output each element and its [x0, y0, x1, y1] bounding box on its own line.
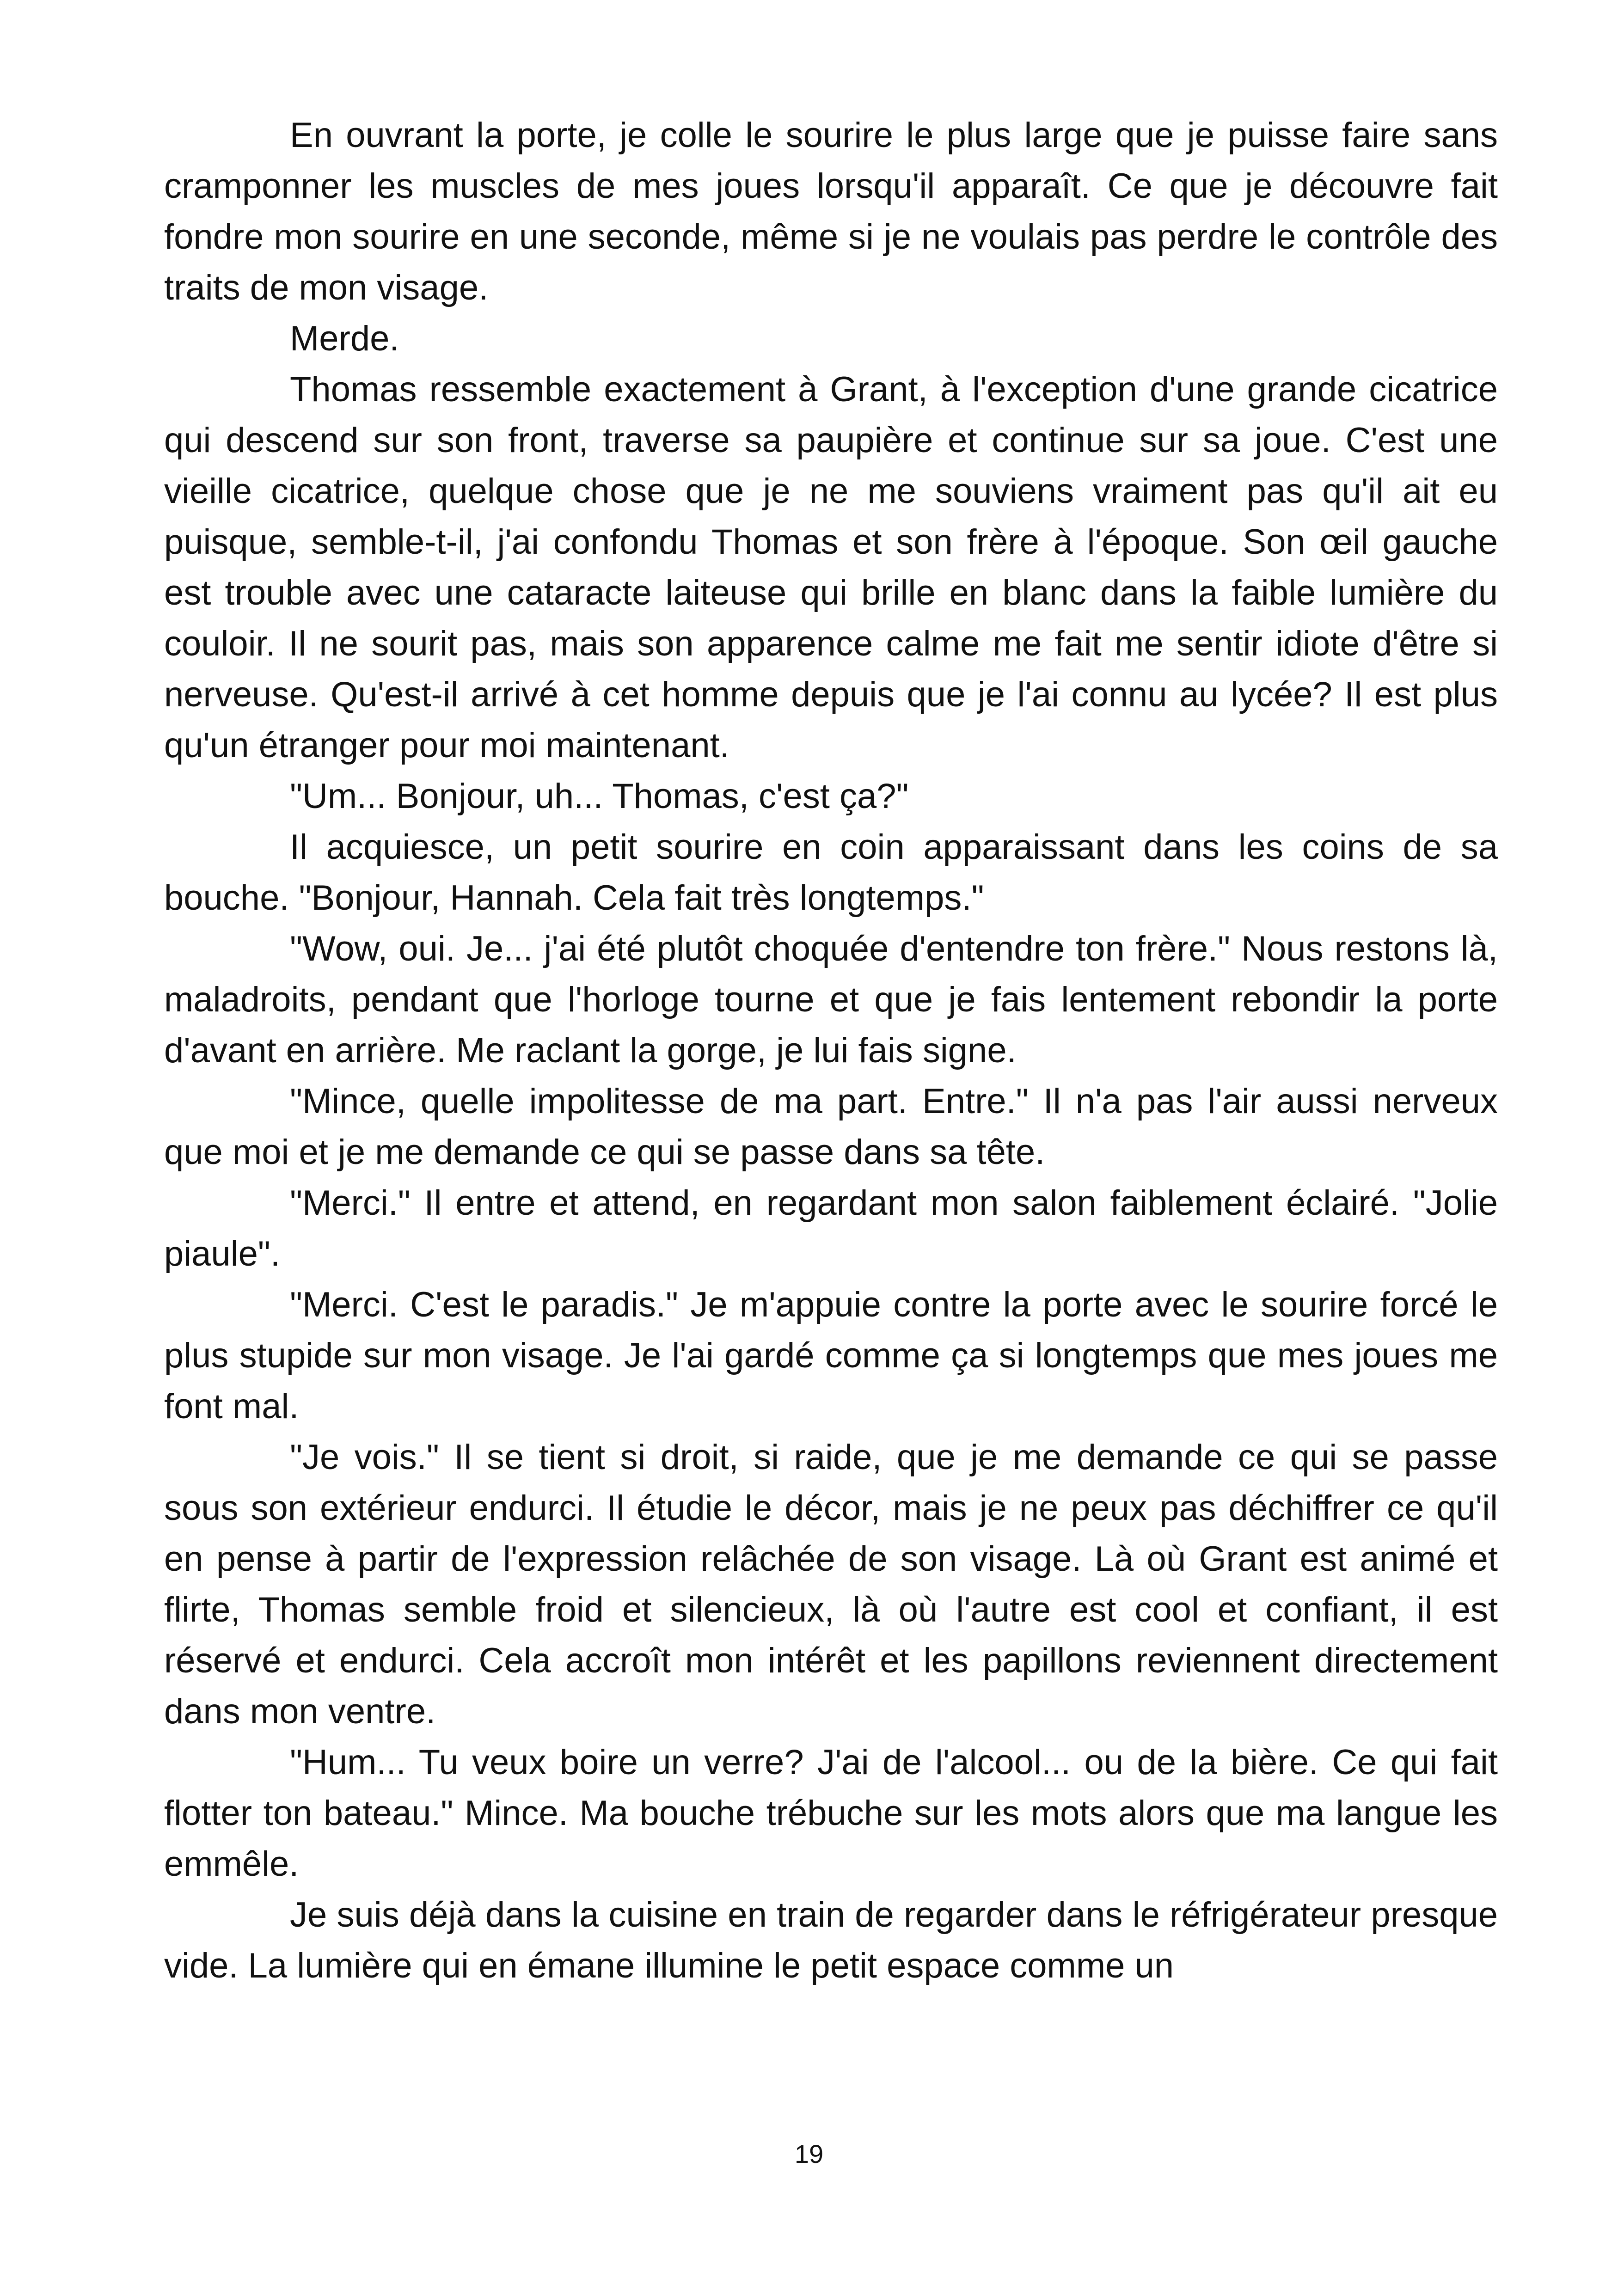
page-number: 19: [794, 2139, 824, 2168]
paragraph: Il acquiesce, un petit sourire en coin apparaissant dans les coins de sa bouche. "Bonjour, Hannah. Cela fait très longtemps.": [164, 827, 1498, 918]
paragraph: "Merci. C'est le paradis." Je m'appuie contre la porte avec le sourire forcé le plus stupide sur mon visage. Je l'ai gardé comme ça si longtemps que mes joues me font mal.: [164, 1285, 1498, 1426]
paragraph: "Merci." Il entre et attend, en regardant mon salon faiblement éclairé. "Jolie piaule".: [164, 1183, 1498, 1274]
paragraph: "Hum... Tu veux boire un verre? J'ai de l'alcool... ou de la bière. Ce qui fait flotter ton bateau." Mince. Ma bouche trébuche sur les mots alors que ma langue les emmêle.: [164, 1743, 1498, 1884]
paragraph: Merde.: [290, 319, 399, 358]
paragraph: "Um... Bonjour, uh... Thomas, c'est ça?": [290, 777, 909, 816]
paragraph: "Je vois." Il se tient si droit, si raide, que je me demande ce qui se passe sous son extérieur endurci. Il étudie le décor, mais je ne peux pas déchiffrer ce qu'il en pense à partir de l'expression relâchée de son visage. Là où Grant est animé et flirte, Thomas semble froid et silencieux, là où l'autre est cool et confiant, il est réservé et endurci. Cela accroît mon intérêt et les papillons reviennent directement dans mon ventre.: [164, 1438, 1498, 1731]
paragraph: "Wow, oui. Je... j'ai été plutôt choquée d'entendre ton frère." Nous restons là, maladroits, pendant que l'horloge tourne et que je fais lentement rebondir la porte d'avant en arrière. Me raclant la gorge, je lui fais signe.: [164, 929, 1498, 1070]
paragraph: "Mince, quelle impolitesse de ma part. Entre." Il n'a pas l'air aussi nerveux que moi et je me demande ce qui se passe dans sa tête.: [164, 1082, 1498, 1172]
paragraph: Je suis déjà dans la cuisine en train de regarder dans le réfrigérateur presque vide. La lumière qui en émane illumine le petit espace comme un: [164, 1895, 1498, 1985]
body-text: [164, 110, 1498, 1991]
paragraph: En ouvrant la porte, je colle le sourire le plus large que je puisse faire sans cramponner les muscles de mes joues lorsqu'il apparaît. Ce que je découvre fait fondre mon sourire en une seconde, même si je ne voulais pas perdre le contrôle des traits de mon visage.: [164, 116, 1498, 307]
paragraph: Thomas ressemble exactement à Grant, à l'exception d'une grande cicatrice qui descend sur son front, traverse sa paupière et continue sur sa joue. C'est une vieille cicatrice, quelque chose que je ne me souviens vraiment pas qu'il ait eu puisque, semble-t-il, j'ai confondu Thomas et son frère à l'époque. Son œil gauche est trouble avec une cataracte laiteuse qui brille en blanc dans la faible lumière du couloir. Il ne sourit pas, mais son apparence calme me fait me sentir idiote d'être si nerveuse. Qu'est-il arrivé à cet homme depuis que je l'ai connu au lycée? Il est plus qu'un étranger pour moi maintenant.: [164, 370, 1498, 765]
